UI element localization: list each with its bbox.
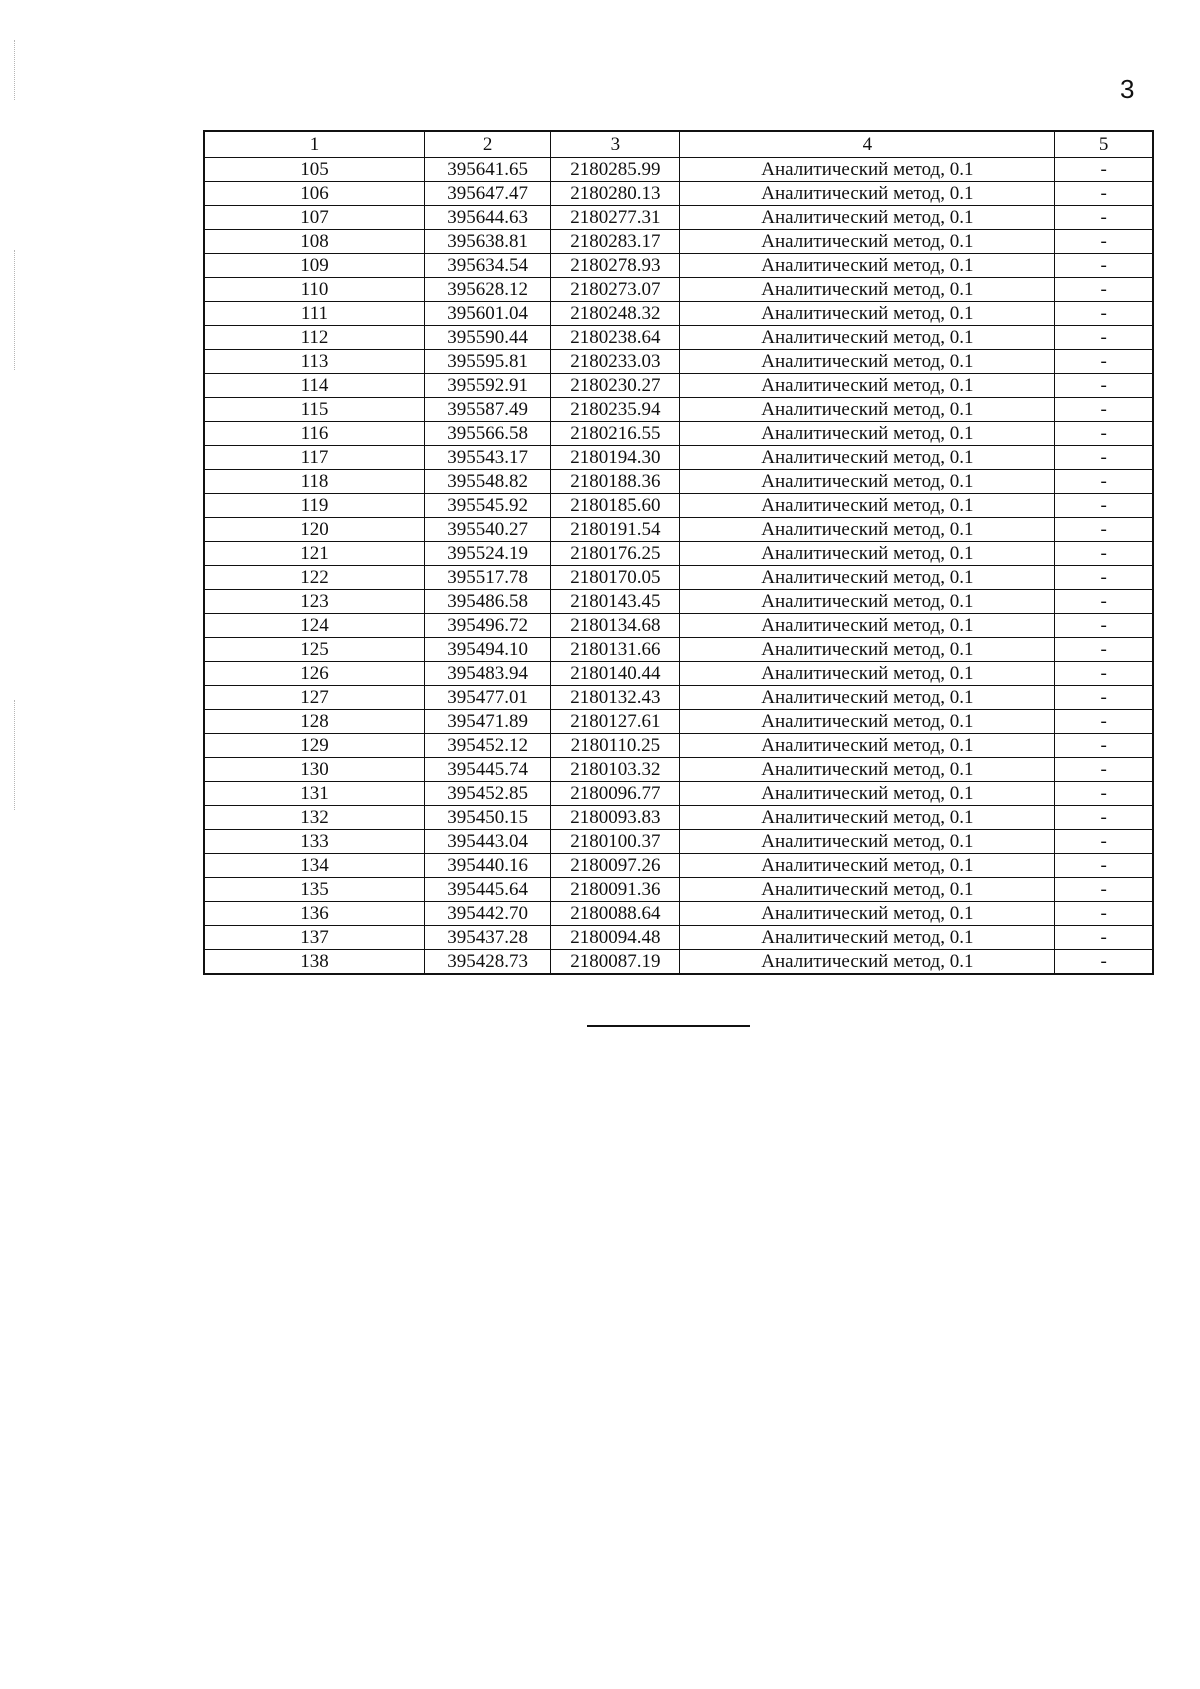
table-row [204,542,1153,566]
x-coordinate-cell: 395437.28 [424,926,550,950]
note-cell: - [1055,422,1153,446]
end-of-table-rule [587,1025,750,1027]
method-cell: Аналитический метод, 0.1 [680,158,1055,182]
note-cell: - [1055,830,1153,854]
table-row [204,782,1153,806]
point-number-cell: 134 [204,854,424,878]
table-row [204,950,1153,975]
page-number: 3 [1120,74,1135,104]
point-number-cell: 121 [204,542,424,566]
point-number-cell: 128 [204,710,424,734]
scan-margin-mark [14,40,15,100]
y-coordinate-cell: 2180216.55 [551,422,680,446]
method-cell: Аналитический метод, 0.1 [680,326,1055,350]
point-number-cell: 111 [204,302,424,326]
point-number-cell: 137 [204,926,424,950]
x-coordinate-cell: 395471.89 [424,710,550,734]
note-cell: - [1055,662,1153,686]
method-cell: Аналитический метод, 0.1 [680,446,1055,470]
x-coordinate-cell: 395445.74 [424,758,550,782]
note-cell: - [1055,350,1153,374]
table-row [204,230,1153,254]
y-coordinate-cell: 2180100.37 [551,830,680,854]
y-coordinate-cell: 2180143.45 [551,590,680,614]
point-number-cell: 106 [204,182,424,206]
x-coordinate-cell: 395450.15 [424,806,550,830]
x-coordinate-cell: 395647.47 [424,182,550,206]
y-coordinate-cell: 2180188.36 [551,470,680,494]
table-row [204,302,1153,326]
x-coordinate-cell: 395452.12 [424,734,550,758]
point-number-cell: 108 [204,230,424,254]
method-cell: Аналитический метод, 0.1 [680,302,1055,326]
note-cell: - [1055,446,1153,470]
x-coordinate-cell: 395590.44 [424,326,550,350]
note-cell: - [1055,182,1153,206]
point-number-cell: 116 [204,422,424,446]
coordinates-table [203,130,1154,975]
x-coordinate-cell: 395440.16 [424,854,550,878]
table-row [204,590,1153,614]
y-coordinate-cell: 2180087.19 [551,950,680,975]
table-row [204,422,1153,446]
y-coordinate-cell: 2180134.68 [551,614,680,638]
method-cell: Аналитический метод, 0.1 [680,398,1055,422]
table-row [204,854,1153,878]
x-coordinate-cell: 395592.91 [424,374,550,398]
method-cell: Аналитический метод, 0.1 [680,182,1055,206]
table-row [204,398,1153,422]
table-row [204,830,1153,854]
point-number-cell: 110 [204,278,424,302]
note-cell: - [1055,542,1153,566]
y-coordinate-cell: 2180280.13 [551,182,680,206]
table-row [204,470,1153,494]
point-number-cell: 120 [204,518,424,542]
y-coordinate-cell: 2180176.25 [551,542,680,566]
method-cell: Аналитический метод, 0.1 [680,806,1055,830]
method-cell: Аналитический метод, 0.1 [680,422,1055,446]
table-row [204,158,1153,182]
point-number-cell: 115 [204,398,424,422]
note-cell: - [1055,254,1153,278]
note-cell: - [1055,614,1153,638]
note-cell: - [1055,878,1153,902]
note-cell: - [1055,590,1153,614]
scan-margin-mark [14,250,15,370]
point-number-cell: 136 [204,902,424,926]
y-coordinate-cell: 2180131.66 [551,638,680,662]
point-number-cell: 109 [204,254,424,278]
note-cell: - [1055,734,1153,758]
point-number-cell: 119 [204,494,424,518]
table-row [204,206,1153,230]
method-cell: Аналитический метод, 0.1 [680,614,1055,638]
table-row [204,494,1153,518]
note-cell: - [1055,518,1153,542]
method-cell: Аналитический метод, 0.1 [680,542,1055,566]
y-coordinate-cell: 2180185.60 [551,494,680,518]
x-coordinate-cell: 395496.72 [424,614,550,638]
x-coordinate-cell: 395587.49 [424,398,550,422]
x-coordinate-cell: 395540.27 [424,518,550,542]
point-number-cell: 133 [204,830,424,854]
note-cell: - [1055,470,1153,494]
column-header: 1 [204,131,424,158]
y-coordinate-cell: 2180277.31 [551,206,680,230]
x-coordinate-cell: 395483.94 [424,662,550,686]
y-coordinate-cell: 2180278.93 [551,254,680,278]
x-coordinate-cell: 395566.58 [424,422,550,446]
note-cell: - [1055,158,1153,182]
y-coordinate-cell: 2180091.36 [551,878,680,902]
y-coordinate-cell: 2180230.27 [551,374,680,398]
method-cell: Аналитический метод, 0.1 [680,662,1055,686]
y-coordinate-cell: 2180170.05 [551,566,680,590]
method-cell: Аналитический метод, 0.1 [680,686,1055,710]
x-coordinate-cell: 395452.85 [424,782,550,806]
note-cell: - [1055,902,1153,926]
note-cell: - [1055,710,1153,734]
y-coordinate-cell: 2180233.03 [551,350,680,374]
table-row [204,926,1153,950]
point-number-cell: 135 [204,878,424,902]
method-cell: Аналитический метод, 0.1 [680,710,1055,734]
x-coordinate-cell: 395428.73 [424,950,550,975]
column-header: 5 [1055,131,1153,158]
point-number-cell: 138 [204,950,424,975]
point-number-cell: 107 [204,206,424,230]
point-number-cell: 126 [204,662,424,686]
table-row [204,446,1153,470]
point-number-cell: 129 [204,734,424,758]
table-row [204,758,1153,782]
y-coordinate-cell: 2180103.32 [551,758,680,782]
y-coordinate-cell: 2180110.25 [551,734,680,758]
point-number-cell: 105 [204,158,424,182]
x-coordinate-cell: 395486.58 [424,590,550,614]
method-cell: Аналитический метод, 0.1 [680,518,1055,542]
x-coordinate-cell: 395524.19 [424,542,550,566]
point-number-cell: 122 [204,566,424,590]
note-cell: - [1055,950,1153,975]
note-cell: - [1055,638,1153,662]
method-cell: Аналитический метод, 0.1 [680,854,1055,878]
x-coordinate-cell: 395543.17 [424,446,550,470]
table-row [204,374,1153,398]
x-coordinate-cell: 395644.63 [424,206,550,230]
point-number-cell: 114 [204,374,424,398]
table-row [204,326,1153,350]
table-row [204,686,1153,710]
method-cell: Аналитический метод, 0.1 [680,230,1055,254]
point-number-cell: 124 [204,614,424,638]
y-coordinate-cell: 2180248.32 [551,302,680,326]
y-coordinate-cell: 2180140.44 [551,662,680,686]
method-cell: Аналитический метод, 0.1 [680,638,1055,662]
note-cell: - [1055,758,1153,782]
method-cell: Аналитический метод, 0.1 [680,470,1055,494]
table-row [204,566,1153,590]
y-coordinate-cell: 2180285.99 [551,158,680,182]
x-coordinate-cell: 395477.01 [424,686,550,710]
table-row [204,614,1153,638]
y-coordinate-cell: 2180238.64 [551,326,680,350]
note-cell: - [1055,398,1153,422]
x-coordinate-cell: 395628.12 [424,278,550,302]
note-cell: - [1055,326,1153,350]
note-cell: - [1055,302,1153,326]
method-cell: Аналитический метод, 0.1 [680,590,1055,614]
table-row [204,350,1153,374]
point-number-cell: 117 [204,446,424,470]
point-number-cell: 112 [204,326,424,350]
method-cell: Аналитический метод, 0.1 [680,926,1055,950]
table-header-row [204,131,1153,158]
method-cell: Аналитический метод, 0.1 [680,566,1055,590]
method-cell: Аналитический метод, 0.1 [680,950,1055,975]
x-coordinate-cell: 395634.54 [424,254,550,278]
table-row [204,734,1153,758]
point-number-cell: 125 [204,638,424,662]
x-coordinate-cell: 395548.82 [424,470,550,494]
x-coordinate-cell: 395442.70 [424,902,550,926]
point-number-cell: 127 [204,686,424,710]
table-row [204,278,1153,302]
note-cell: - [1055,806,1153,830]
point-number-cell: 132 [204,806,424,830]
table-row [204,662,1153,686]
y-coordinate-cell: 2180093.83 [551,806,680,830]
table-row [204,710,1153,734]
method-cell: Аналитический метод, 0.1 [680,254,1055,278]
table-row [204,806,1153,830]
x-coordinate-cell: 395601.04 [424,302,550,326]
table-row [204,182,1153,206]
note-cell: - [1055,926,1153,950]
note-cell: - [1055,494,1153,518]
note-cell: - [1055,566,1153,590]
table-row [204,518,1153,542]
method-cell: Аналитический метод, 0.1 [680,350,1055,374]
point-number-cell: 131 [204,782,424,806]
y-coordinate-cell: 2180283.17 [551,230,680,254]
x-coordinate-cell: 395545.92 [424,494,550,518]
note-cell: - [1055,782,1153,806]
column-header: 4 [680,131,1055,158]
point-number-cell: 123 [204,590,424,614]
x-coordinate-cell: 395595.81 [424,350,550,374]
y-coordinate-cell: 2180127.61 [551,710,680,734]
note-cell: - [1055,374,1153,398]
point-number-cell: 118 [204,470,424,494]
column-header: 2 [424,131,550,158]
y-coordinate-cell: 2180094.48 [551,926,680,950]
y-coordinate-cell: 2180088.64 [551,902,680,926]
method-cell: Аналитический метод, 0.1 [680,758,1055,782]
x-coordinate-cell: 395445.64 [424,878,550,902]
note-cell: - [1055,278,1153,302]
point-number-cell: 113 [204,350,424,374]
method-cell: Аналитический метод, 0.1 [680,902,1055,926]
x-coordinate-cell: 395494.10 [424,638,550,662]
y-coordinate-cell: 2180273.07 [551,278,680,302]
column-header: 3 [551,131,680,158]
y-coordinate-cell: 2180132.43 [551,686,680,710]
method-cell: Аналитический метод, 0.1 [680,782,1055,806]
y-coordinate-cell: 2180191.54 [551,518,680,542]
method-cell: Аналитический метод, 0.1 [680,734,1055,758]
table-row [204,878,1153,902]
x-coordinate-cell: 395641.65 [424,158,550,182]
method-cell: Аналитический метод, 0.1 [680,878,1055,902]
table-row [204,638,1153,662]
x-coordinate-cell: 395517.78 [424,566,550,590]
y-coordinate-cell: 2180235.94 [551,398,680,422]
method-cell: Аналитический метод, 0.1 [680,374,1055,398]
y-coordinate-cell: 2180194.30 [551,446,680,470]
point-number-cell: 130 [204,758,424,782]
method-cell: Аналитический метод, 0.1 [680,494,1055,518]
y-coordinate-cell: 2180097.26 [551,854,680,878]
x-coordinate-cell: 395638.81 [424,230,550,254]
note-cell: - [1055,686,1153,710]
note-cell: - [1055,854,1153,878]
table-body [204,158,1153,975]
scan-margin-mark [14,700,15,810]
method-cell: Аналитический метод, 0.1 [680,830,1055,854]
method-cell: Аналитический метод, 0.1 [680,206,1055,230]
y-coordinate-cell: 2180096.77 [551,782,680,806]
table-row [204,254,1153,278]
method-cell: Аналитический метод, 0.1 [680,278,1055,302]
table-row [204,902,1153,926]
x-coordinate-cell: 395443.04 [424,830,550,854]
note-cell: - [1055,230,1153,254]
note-cell: - [1055,206,1153,230]
